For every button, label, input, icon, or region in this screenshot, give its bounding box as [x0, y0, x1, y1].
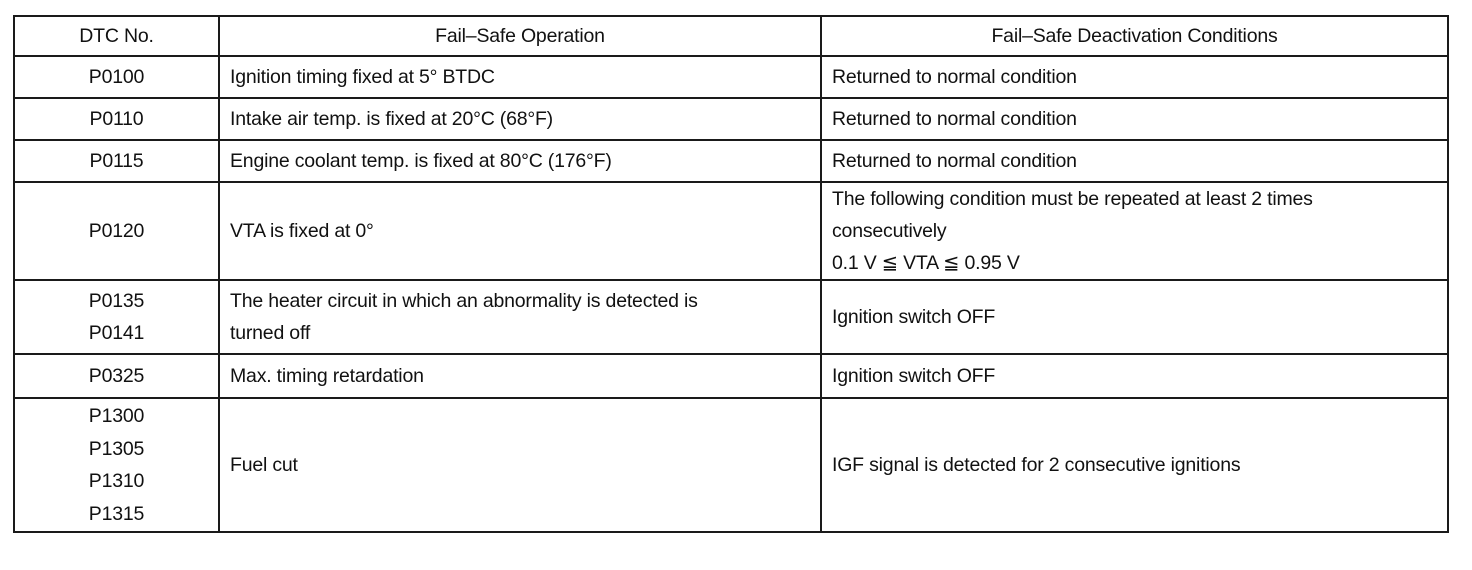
dtc-code: P0141	[88, 322, 145, 344]
deactivation-cell	[821, 398, 1448, 532]
deactivation-line: Ignition switch OFF	[832, 306, 996, 328]
deactivation-cell	[821, 140, 1448, 182]
deactivation-line: Returned to normal condition	[832, 66, 1077, 88]
table-row	[14, 280, 1448, 354]
operation-cell: Max. timing retardation	[219, 354, 821, 398]
dtc-code: P1300	[88, 405, 145, 427]
deactivation-line: Returned to normal condition	[832, 108, 1077, 130]
deactivation-line: IGF signal is detected for 2 consecutive ignitions	[832, 454, 1241, 476]
dtc-cell	[14, 56, 219, 98]
table-row	[14, 354, 1448, 398]
header-deactivation-conditions: Fail–Safe Deactivation Conditions	[821, 16, 1448, 56]
dtc-code: P1310	[88, 470, 145, 492]
dtc-code: P1305	[88, 437, 145, 460]
operation-cell: Intake air temp. is fixed at 20°C (68°F)	[219, 98, 821, 140]
dtc-code: P1315	[88, 502, 145, 525]
deactivation-cell	[821, 56, 1448, 98]
deactivation-cell	[821, 354, 1448, 398]
table-row	[14, 398, 1448, 532]
dtc-code: P0115	[89, 149, 144, 172]
deactivation-line: Returned to normal condition	[832, 150, 1077, 172]
deactivation-line: Ignition switch OFF	[832, 365, 996, 387]
deactivation-line: consecutively	[832, 220, 947, 242]
deactivation-line: 0.1 V ≦ VTA ≦ 0.95 V	[832, 252, 1020, 274]
operation-cell: Ignition timing fixed at 5° BTDC	[219, 56, 821, 98]
dtc-cell	[14, 354, 219, 398]
dtc-cell	[14, 140, 219, 182]
operation-cell: Engine coolant temp. is fixed at 80°C (176°F)	[219, 140, 821, 182]
dtc-cell	[14, 398, 219, 532]
deactivation-cell	[821, 98, 1448, 140]
fail-safe-table	[13, 15, 1449, 533]
table-row	[14, 98, 1448, 140]
dtc-cell	[14, 98, 219, 140]
dtc-code: P0325	[88, 364, 145, 387]
dtc-code: P0100	[88, 65, 145, 88]
dtc-cell	[14, 182, 219, 280]
operation-cell: Fuel cut	[219, 398, 821, 532]
operation-cell	[219, 280, 821, 354]
header-fail-safe-operation: Fail–Safe Operation	[219, 16, 821, 56]
operation-cell: VTA is fixed at 0°	[219, 182, 821, 280]
deactivation-cell	[821, 280, 1448, 354]
table-row	[14, 140, 1448, 182]
operation-line: The heater circuit in which an abnormality is detected is	[230, 290, 698, 312]
table-row	[14, 182, 1448, 280]
header-dtc-no: DTC No.	[14, 16, 219, 56]
dtc-code: P0110	[89, 107, 144, 130]
table-row	[14, 56, 1448, 98]
dtc-code: P0120	[88, 219, 145, 242]
table-header-row	[14, 16, 1448, 56]
deactivation-cell	[821, 182, 1448, 280]
dtc-cell	[14, 280, 219, 354]
deactivation-line: The following condition must be repeated at least 2 times	[832, 188, 1313, 210]
dtc-code: P0135	[88, 289, 145, 312]
operation-line: turned off	[230, 322, 311, 344]
